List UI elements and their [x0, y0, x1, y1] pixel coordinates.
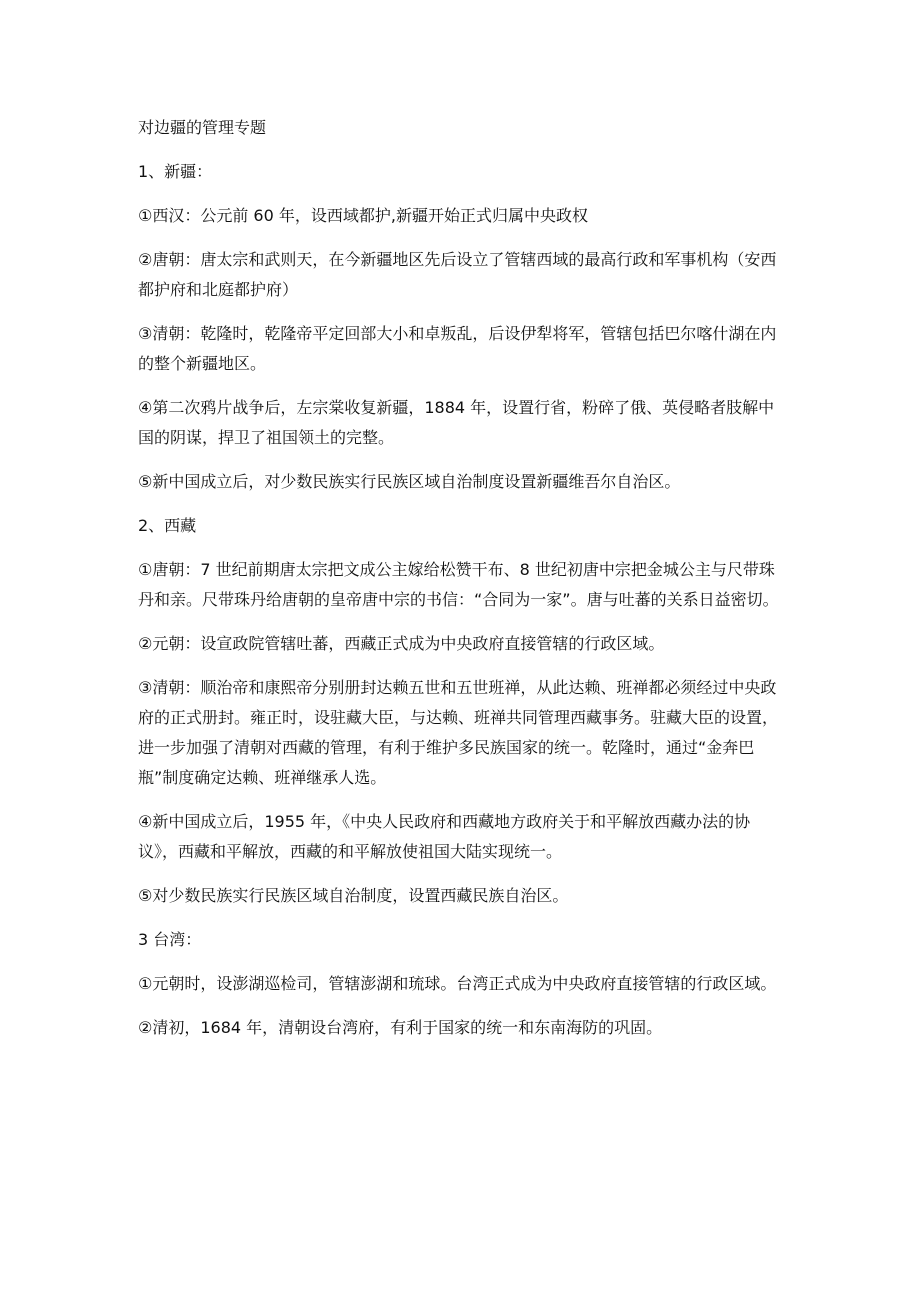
- section-heading-xinjiang: 1、新疆：: [138, 162, 213, 181]
- tibet-item-5: ⑤对少数民族实行民族区域自治制度，设置西藏民族自治区。: [138, 886, 569, 905]
- xinjiang-item-5: ⑤新中国成立后，对少数民族实行民族区域自治制度设置新疆维吾尔自治区。: [138, 472, 681, 491]
- section-heading-tibet: 2、西藏: [138, 516, 197, 535]
- tibet-item-4: ④新中国成立后，1955 年，《中央人民政府和西藏地方政府关于和平解放西藏办法的协议》，西藏和平解放，西藏的和平解放使祖国大陆实现统一。: [138, 812, 751, 861]
- xinjiang-item-1: ①西汉：公元前 60 年，设西域都护,新疆开始正式归属中央政权: [138, 206, 588, 225]
- taiwan-item-1: ①元朝时，设澎湖巡检司，管辖澎湖和琉球。台湾正式成为中央政府直接管辖的行政区域。: [138, 974, 777, 993]
- tibet-item-2: ②元朝：设宣政院管辖吐蕃，西藏正式成为中央政府直接管辖的行政区域。: [138, 634, 665, 653]
- xinjiang-item-3: ③清朝：乾隆时，乾隆帝平定回部大小和卓叛乱，后设伊犁将军，管辖包括巴尔喀什湖在内的整个新疆地区。: [138, 324, 777, 373]
- document-page: [138, 113, 788, 1043]
- tibet-item-3: ③清朝：顺治帝和康熙帝分别册封达赖五世和五世班禅，从此达赖、班禅都必须经过中央政府的正式册封。雍正时，设驻藏大臣，与达赖、班禅共同管理西藏事务。驻藏大臣的设置，进一步加强了清朝对西藏的管理，有利于维护多民族国家的统一。乾隆时，通过“金奔巴瓶”制度确定达赖、班禅继承人选。: [138, 678, 779, 787]
- tibet-item-1: ①唐朝：7 世纪前期唐太宗把文成公主嫁给松赞干布、8 世纪初唐中宗把金城公主与尺带珠丹和亲。尺带珠丹给唐朝的皇帝唐中宗的书信：“合同为一家”。唐与吐蕃的关系日益密切。: [138, 560, 779, 609]
- xinjiang-item-4: ④第二次鸦片战争后，左宗棠收复新疆，1884 年，设置行省，粉碎了俄、英侵略者肢解中国的阴谋，捍卫了祖国领土的完整。: [138, 398, 775, 447]
- xinjiang-item-2: ②唐朝：唐太宗和武则天，在今新疆地区先后设立了管辖西域的最高行政和军事机构（安西都护府和北庭都护府）: [138, 250, 777, 299]
- section-heading-taiwan: 3 台湾：: [138, 930, 202, 949]
- document-title: 对边疆的管理专题: [138, 118, 267, 137]
- taiwan-item-2: ②清初，1684 年，清朝设台湾府，有利于国家的统一和东南海防的巩固。: [138, 1018, 663, 1037]
